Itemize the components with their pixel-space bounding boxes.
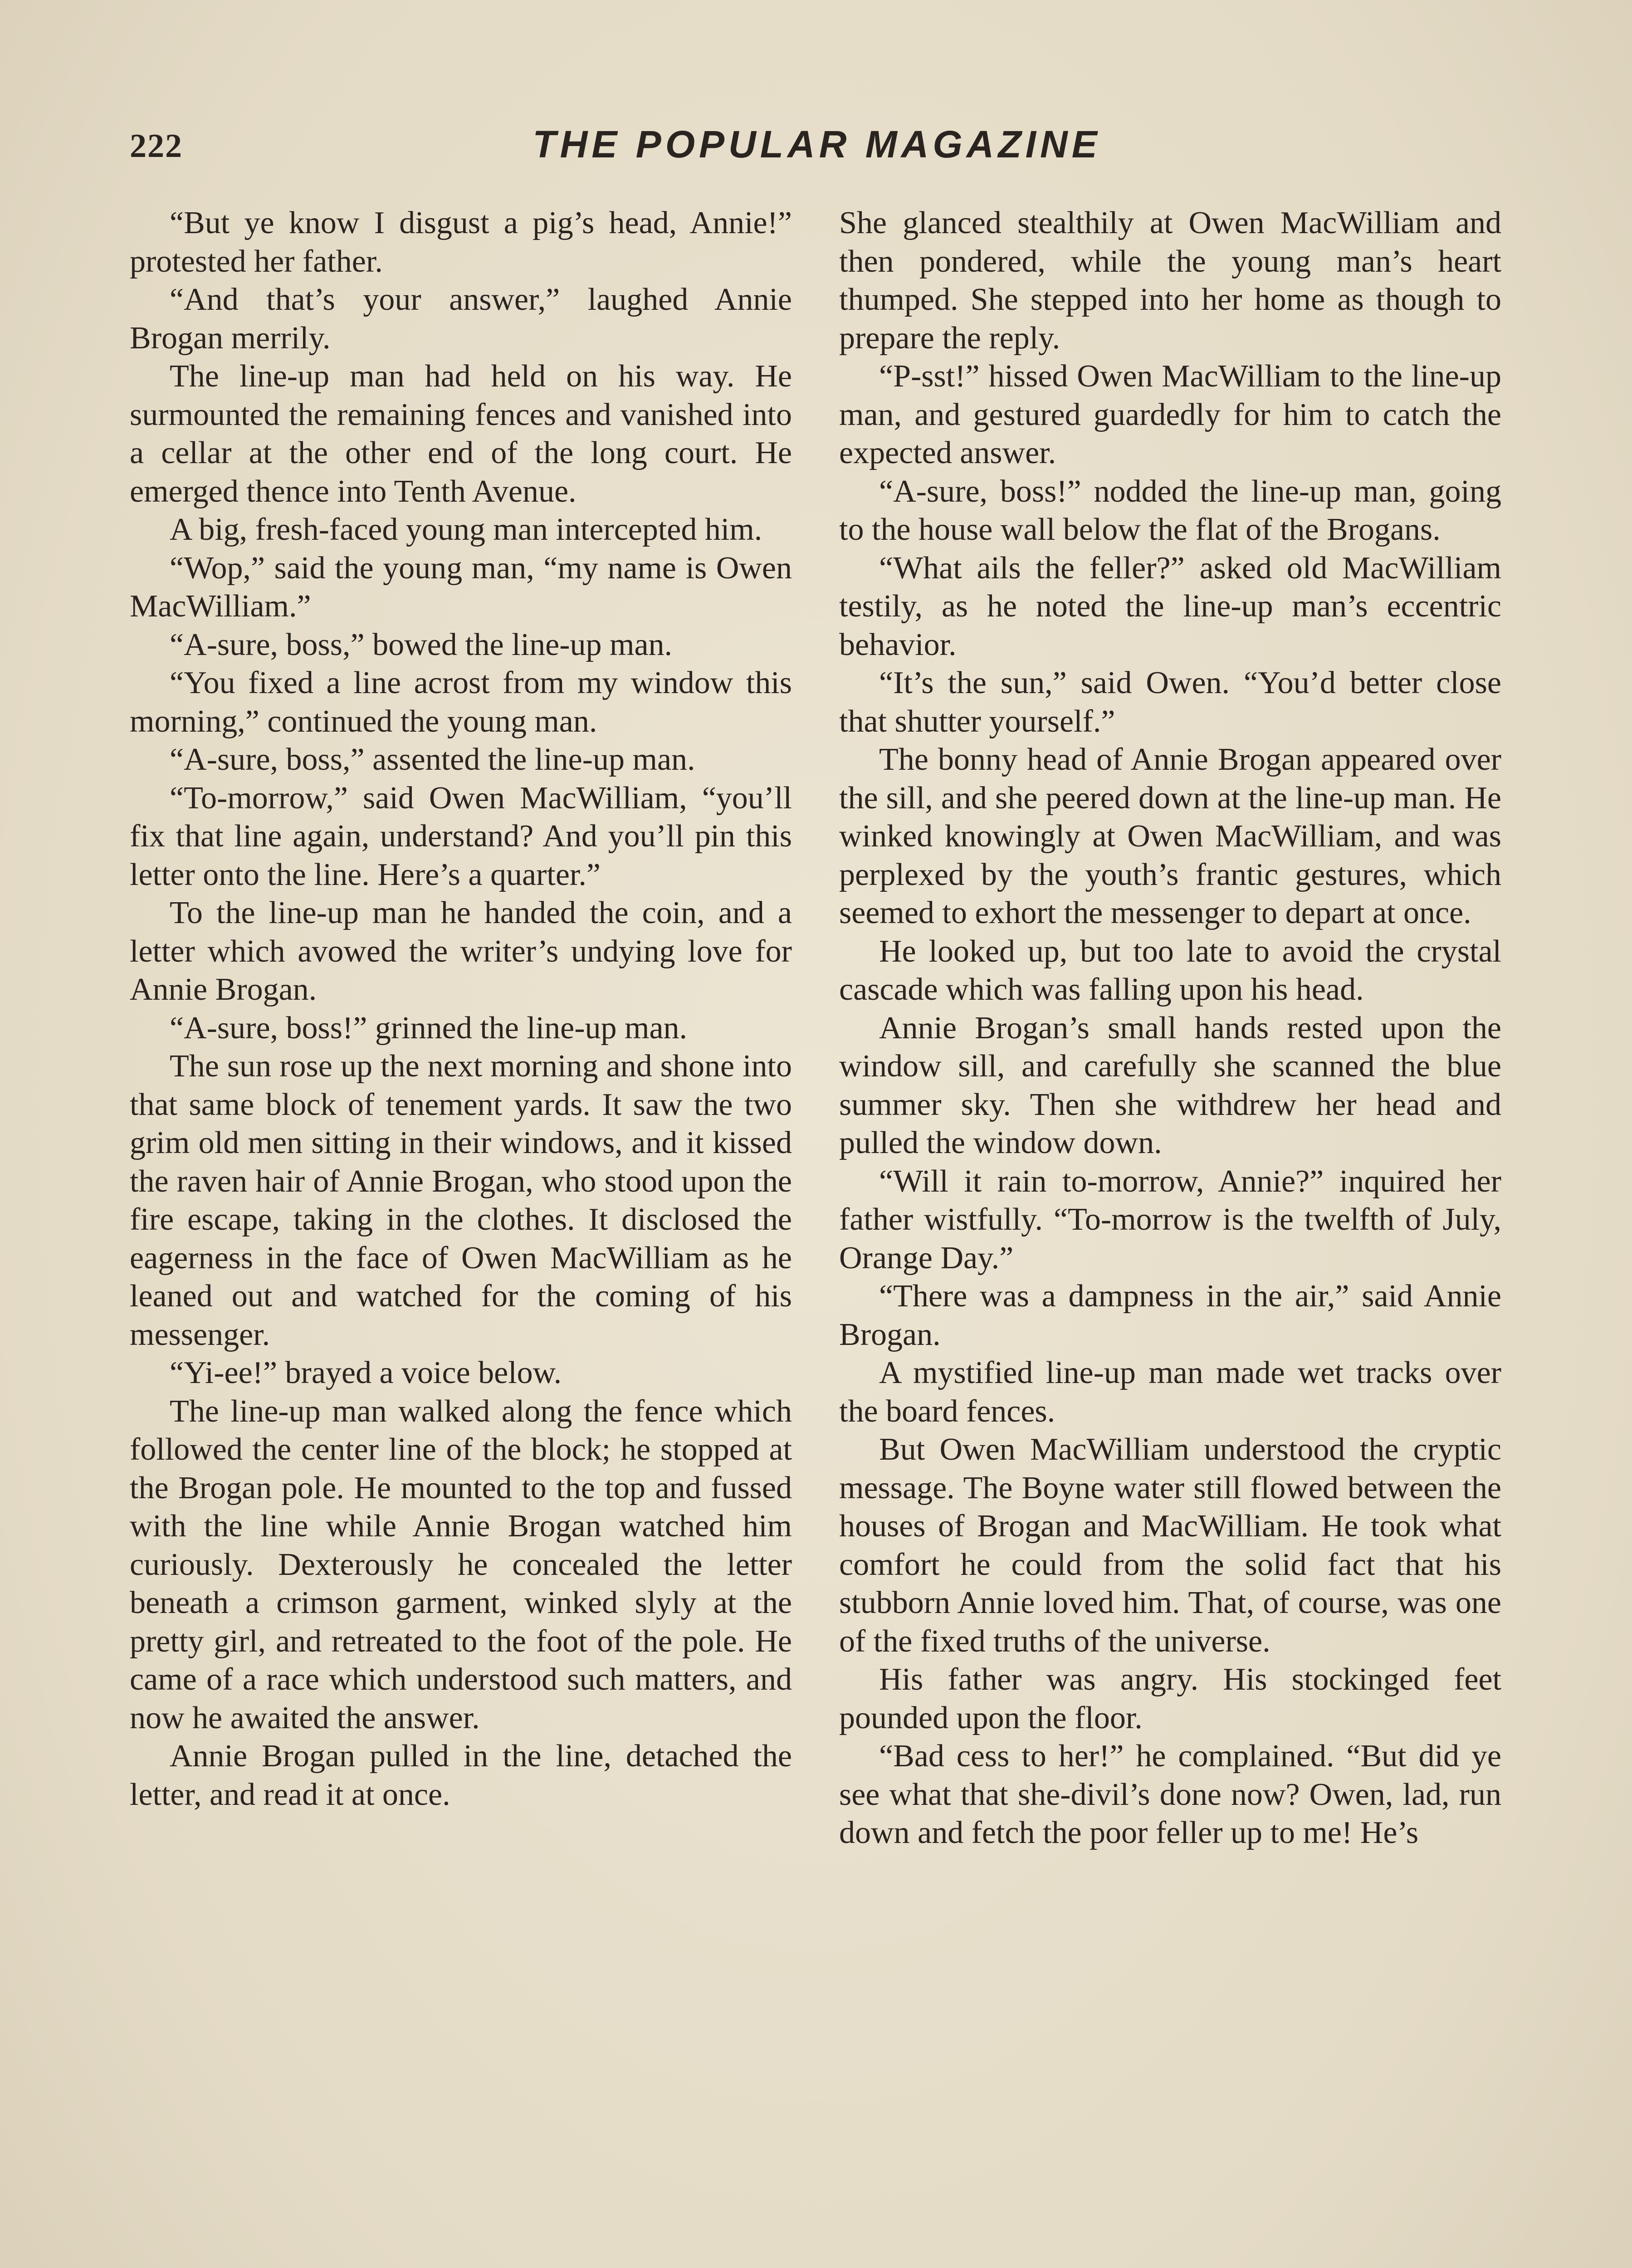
paragraph: “A-sure, boss,” assented the line-up man. xyxy=(170,742,695,777)
paragraph: “P-sst!” hissed Owen MacWilliam to the line-up man, and gestured guardedly for him to catch the expected answer. xyxy=(839,359,1501,470)
paragraph: “There was a dampness in the air,” said Annie Brogan. xyxy=(839,1279,1501,1352)
paragraph: “What ails the feller?” asked old MacWilliam testily, as he noted the line-up man’s eccentric behavior. xyxy=(839,550,1501,662)
paragraph: “To-morrow,” said Owen MacWilliam, “you’ll fix that line again, understand? And you’ll pin this letter onto the line. Here’s a quarter.” xyxy=(130,780,792,892)
running-title: THE POPULAR MAGAZINE xyxy=(533,123,1101,166)
paragraph: “A-sure, boss,” bowed the line-up man. xyxy=(170,627,673,662)
paragraph: “Will it rain to-morrow, Annie?” inquired her father wistfully. “To-morrow is the twelfth of July, Orange Day.” xyxy=(839,1163,1501,1276)
paragraph: To the line-up man he handed the coin, and a letter which avowed the writer’s undying love for Annie Brogan. xyxy=(130,895,792,1007)
paragraph: He looked up, but too late to avoid the crystal cascade which was falling upon his head. xyxy=(839,934,1501,1007)
page-number: 222 xyxy=(130,127,183,165)
paragraph: A big, fresh-faced young man intercepted him. xyxy=(170,512,762,547)
paragraph: “A-sure, boss!” nodded the line-up man, going to the house wall below the flat of the Brogans. xyxy=(839,474,1501,547)
paragraph: “But ye know I disgust a pig’s head, Annie!” protested her father. xyxy=(130,205,792,279)
paragraph: The bonny head of Annie Brogan appeared over the sill, and she peered down at the line-up man. He winked knowingly at Owen MacWilliam, and was perplexed by the youth’s frantic gestures, which seemed to exhort the messenger to depart at once. xyxy=(839,742,1501,930)
paragraph: His father was angry. His stockinged feet pounded upon the floor. xyxy=(839,1662,1501,1735)
paragraph: Annie Brogan pulled in the line, detached the letter, and read it at once. xyxy=(130,1739,792,1812)
paragraph-continued: She glanced stealthily at Owen MacWilliam and then pondered, while the young man’s heart thumped. She stepped into her home as though to prepare the reply. xyxy=(839,205,1501,356)
paragraph: The line-up man walked along the fence which followed the center line of the block; he stopped at the Brogan pole. He mounted to the top and fussed with the line while Annie Brogan watched him curiously. Dexterously he concealed the letter beneath a crimson garment, winked slyly at the pretty girl, and retreated to the foot of the pole. He came of a race which understood such matters, and now he awaited the answer. xyxy=(130,1393,792,1735)
paragraph: “You fixed a line acrost from my window this morning,” continued the young man. xyxy=(130,665,792,739)
paragraph: “And that’s your answer,” laughed Annie Brogan merrily. xyxy=(130,282,792,356)
left-column xyxy=(130,204,792,1814)
paragraph: The line-up man had held on his way. He surmounted the remaining fences and vanished into a cellar at the other end of the long court. He emerged thence into Tenth Avenue. xyxy=(130,359,792,509)
paragraph: “It’s the sun,” said Owen. “You’d better close that shutter yourself.” xyxy=(839,665,1501,739)
paragraph: “Bad cess to her!” he complained. “But did ye see what that she-divil’s done now? Owen, lad, run down and fetch the poor feller up to me! He’s xyxy=(839,1739,1501,1850)
paragraph: Annie Brogan’s small hands rested upon the window sill, and carefully she scanned the blue summer sky. Then she withdrew her head and pulled the window down. xyxy=(839,1010,1501,1160)
right-column xyxy=(839,204,1501,1853)
page-header xyxy=(130,122,1504,177)
paragraph: A mystified line-up man made wet tracks over the board fences. xyxy=(839,1355,1501,1429)
paragraph: “Wop,” said the young man, “my name is Owen MacWilliam.” xyxy=(130,550,792,624)
paragraph: But Owen MacWilliam understood the cryptic message. The Boyne water still flowed between the houses of Brogan and MacWilliam. He took what comfort he could from the solid fact that his stubborn Annie loved him. That, of course, was one of the fixed truths of the universe. xyxy=(839,1432,1501,1659)
paragraph: “A-sure, boss!” grinned the line-up man. xyxy=(170,1010,688,1046)
paragraph: The sun rose up the next morning and shone into that same block of tenement yards. It saw the two grim old men sitting in their windows, and it kissed the raven hair of Annie Brogan, who stood upon the fire escape, taking in the clothes. It disclosed the eagerness in the face of Owen MacWilliam as he leaned out and watched for the coming of his messenger. xyxy=(130,1049,792,1352)
paragraph: “Yi-ee!” brayed a voice below. xyxy=(170,1355,562,1390)
